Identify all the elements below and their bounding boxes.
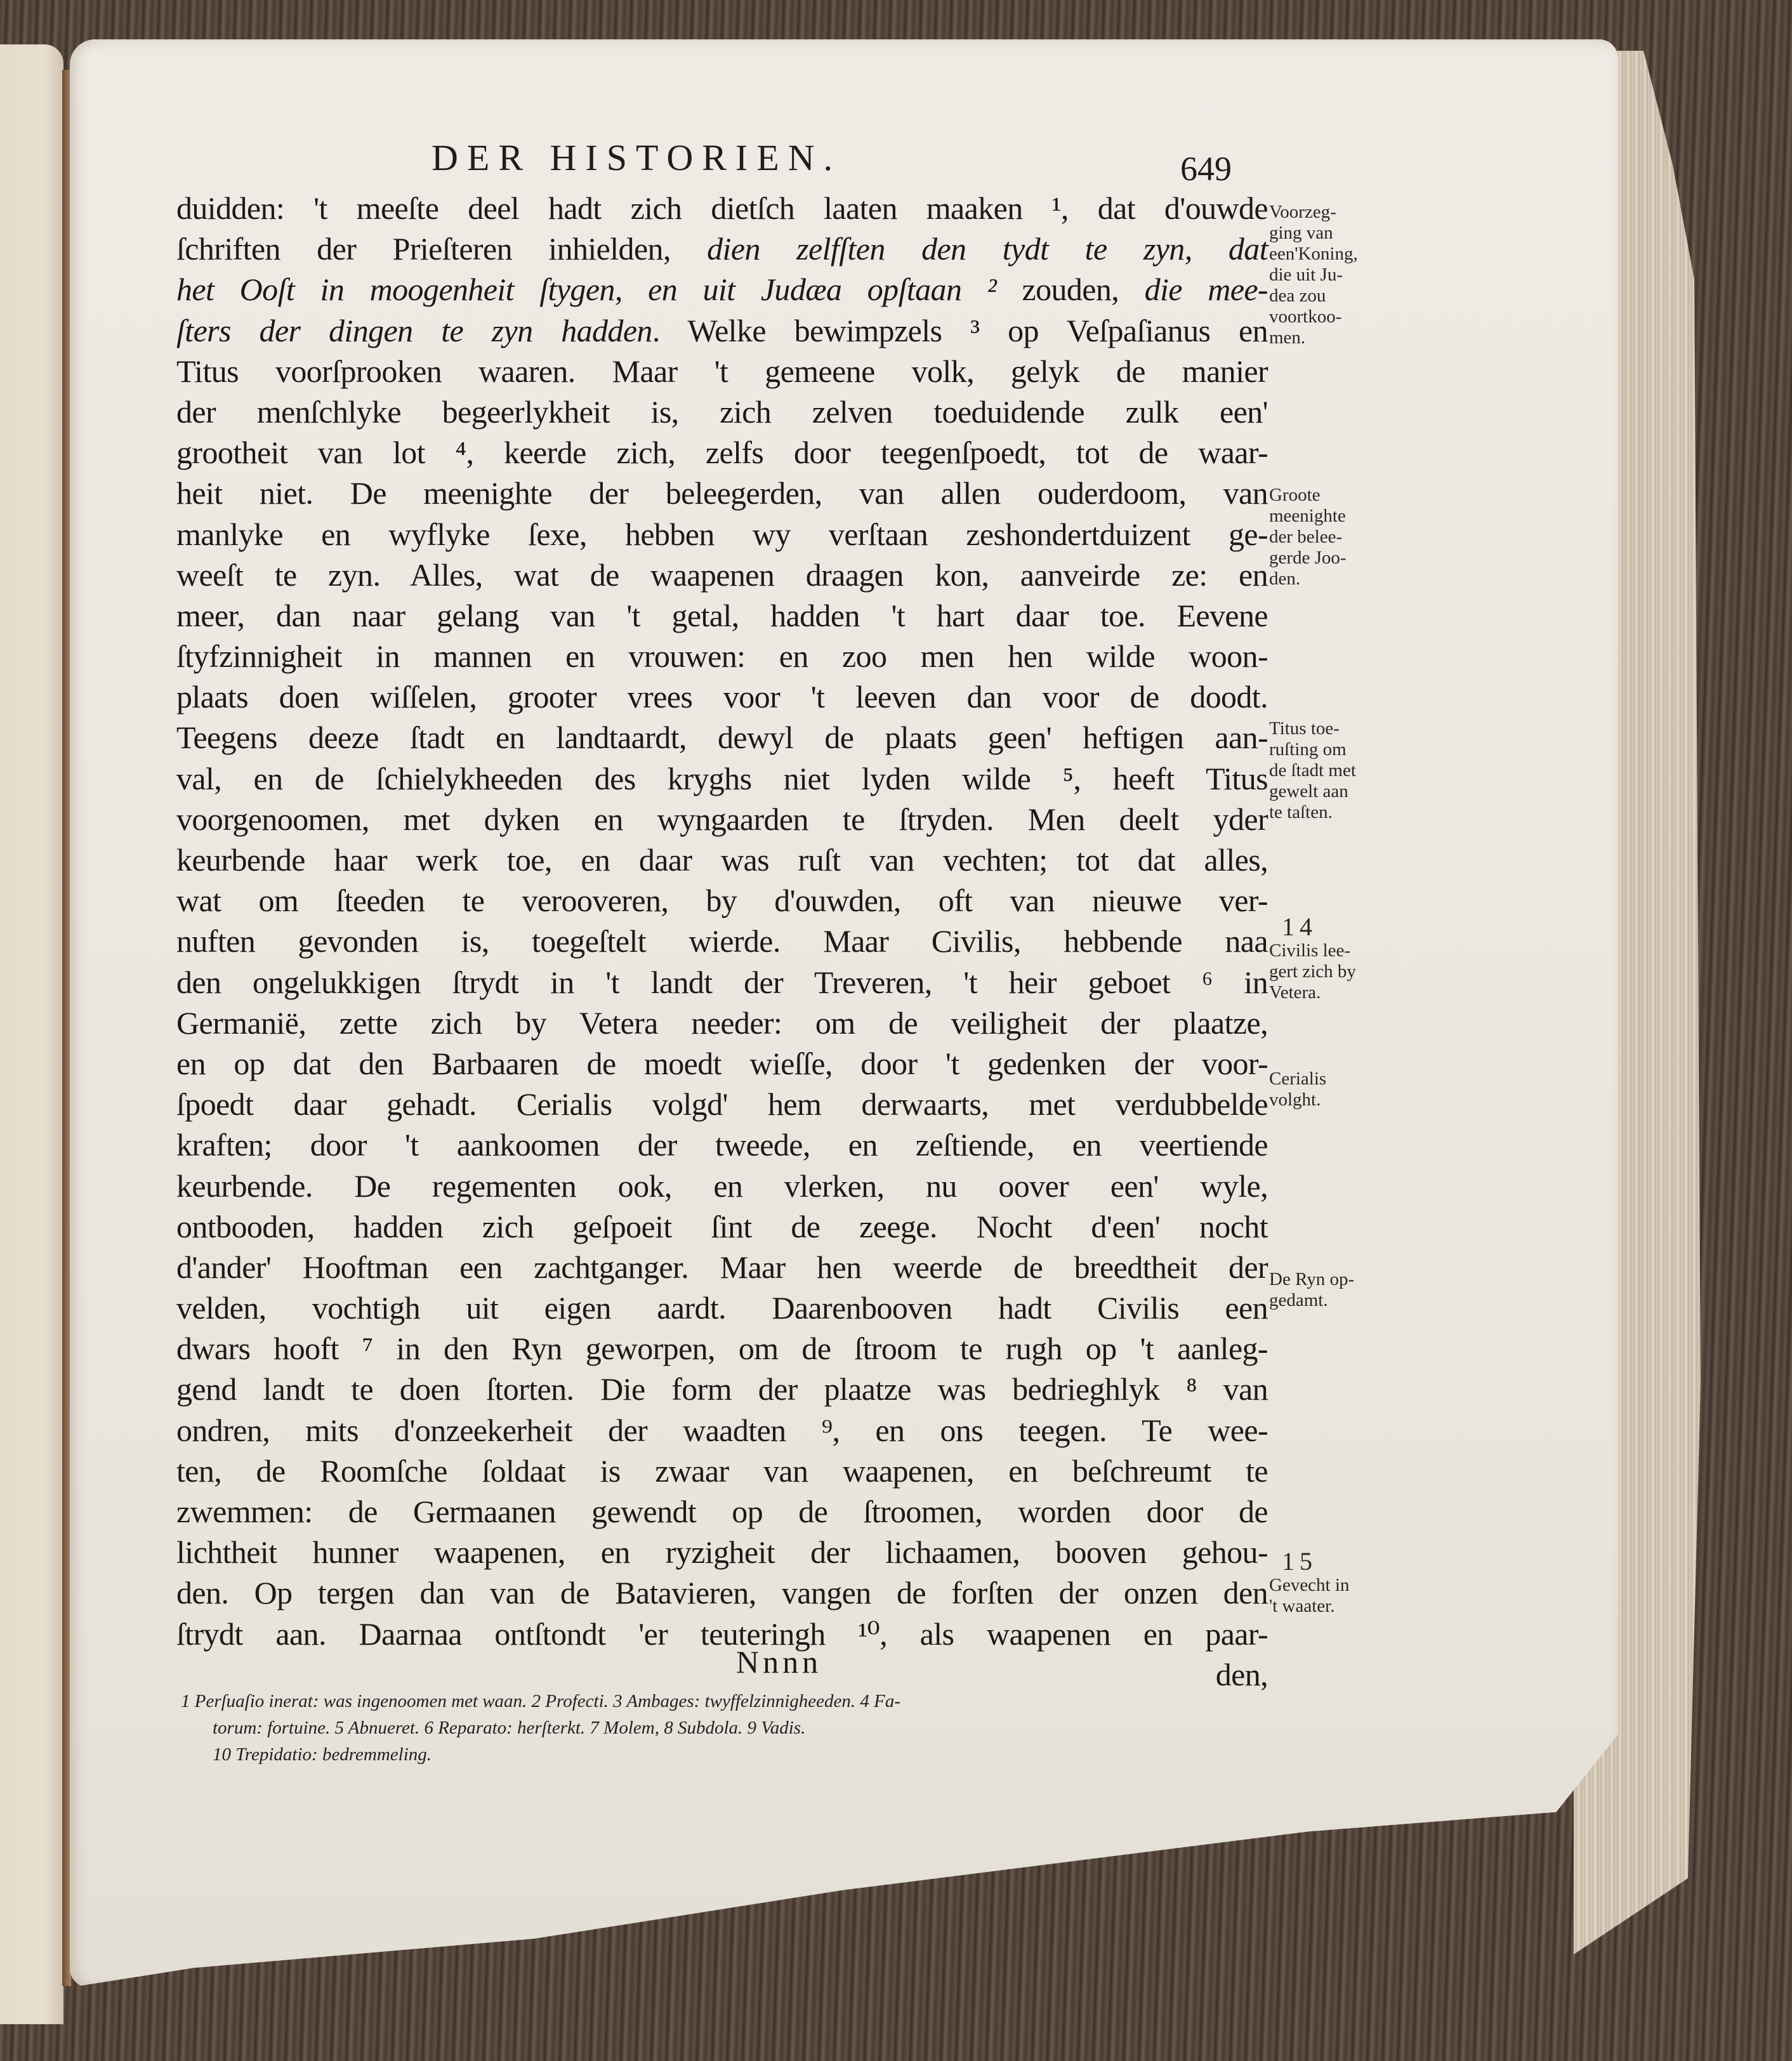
text-line: ontbooden, hadden zich geſpoeit ſint de zeege. Nocht d'een' nocht bbox=[176, 1208, 1268, 1244]
text-line: wat om ſteeden te verooveren, by d'ouwden, oft van nieuwe ver- bbox=[176, 883, 1268, 919]
text-line: ſtrydt aan. Daarnaa ontſtondt 'er teuteringh ¹⁰, als waapenen en paar- bbox=[176, 1616, 1268, 1652]
footnote-line: 10 Trepidatio: bedremmeling. bbox=[213, 1744, 432, 1765]
footnotes bbox=[181, 1688, 1272, 1768]
text-line: voorgenoomen, met dyken en wyngaarden te ſtryden. Men deelt yder bbox=[176, 801, 1268, 837]
facing-left-page-edge bbox=[0, 44, 63, 2024]
text-line: Titus voorſprooken waaren. Maar 't gemeene volk, gelyk de manier bbox=[176, 353, 1268, 389]
catchword: den, bbox=[1215, 1656, 1268, 1692]
text-line: plaats doen wiſſelen, grooter vrees voor 't leeven dan voor de doodt. bbox=[176, 679, 1268, 715]
margin-notes bbox=[1269, 0, 1402, 2061]
text-line: meer, dan naar gelang van 't getal, hadden 't hart daar toe. Eevene bbox=[176, 597, 1268, 633]
text-line: ſchriften der Prieſteren inhielden, dien zelfſten den tydt te zyn, dat bbox=[176, 231, 1268, 267]
section-number: 15 bbox=[1282, 1547, 1317, 1576]
text-line: den ongelukkigen ſtrydt in 't landt der Treveren, 't heir geboet ⁶ in bbox=[176, 964, 1268, 1000]
text-line: ſters der dingen te zyn hadden. Welke bewimpzels ³ op Veſpaſianus en bbox=[176, 312, 1268, 348]
text-line: gend landt te doen ſtorten. Die form der plaatze was bedrieghlyk ⁸ van bbox=[176, 1371, 1268, 1407]
signature-mark: Nnnn bbox=[736, 1644, 822, 1680]
text-line: ondren, mits d'onzeekerheit der waadten ⁹, en ons teegen. Te wee- bbox=[176, 1412, 1268, 1448]
page-header bbox=[362, 130, 1345, 187]
text-line: ten, de Roomſche ſoldaat is zwaar van waapenen, en beſchreumt te bbox=[176, 1452, 1268, 1489]
text-line: Teegens deeze ſtadt en landtaardt, dewyl de plaats geen' heftigen aan- bbox=[176, 720, 1268, 756]
text-line: den. Op tergen dan van de Batavieren, vangen de forſten der onzen den bbox=[176, 1575, 1268, 1611]
text-line: der menſchlyke begeerlykheit is, zich zelven toeduidende zulk een' bbox=[176, 393, 1268, 430]
text-line: Germanië, zette zich by Vetera needer: om de veiligheit der plaatze, bbox=[176, 1004, 1268, 1041]
text-line: heit niet. De meenighte der beleegerden, van allen ouderdoom, van bbox=[176, 475, 1268, 511]
margin-note: Voorzeg- ging van een'Koning, die uit Ju- dea zou voortkoo- men. bbox=[1269, 202, 1358, 348]
text-line: keurbende. De regementen ook, en vlerken, nu oover een' wyle, bbox=[176, 1168, 1268, 1204]
footnote-line: torum: fortuine. 5 Abnueret. 6 Reparato: herſterkt. 7 Molem, 8 Subdola. 9 Vadis. bbox=[213, 1718, 806, 1738]
text-line: zwemmen: de Germaanen gewendt op de ſtroomen, worden door de bbox=[176, 1494, 1268, 1529]
text-line: ſpoedt daar gehadt. Cerialis volgd' hem derwaarts, met verdubbelde bbox=[176, 1086, 1268, 1123]
page-number: 649 bbox=[1180, 150, 1232, 188]
main-text-block bbox=[176, 188, 1268, 1695]
text-line: duidden: 't meeſte deel hadt zich dietſch laaten maaken ¹, dat d'ouwde bbox=[176, 190, 1268, 226]
text-line: dwars hooft ⁷ in den Ryn geworpen, om de ſtroom te rugh op 't aanleg- bbox=[176, 1331, 1268, 1367]
text-line: grootheit van lot ⁴, keerde zich, zelfs door teegenſpoedt, tot de waar- bbox=[176, 435, 1268, 471]
margin-note: Cerialis volght. bbox=[1269, 1069, 1327, 1110]
text-line: het Ooſt in moogenheit ſtygen, en uit Judæa opſtaan ² zouden, die mee- bbox=[176, 272, 1268, 308]
margin-note: 15 Gevecht in 't waater. bbox=[1269, 1548, 1402, 1617]
text-line: velden, vochtigh uit eigen aardt. Daarenbooven hadt Civilis een bbox=[176, 1290, 1268, 1326]
text-line: en op dat den Barbaaren de moedt wieſſe, door 't gedenken der voor- bbox=[176, 1045, 1268, 1081]
margin-note: Groote meenighte der belee- gerde Joo- den. bbox=[1269, 485, 1347, 589]
margin-note: De Ryn op- gedamt. bbox=[1269, 1269, 1355, 1310]
running-head: DER HISTORIEN. bbox=[432, 137, 842, 178]
text-line: d'ander' Hooftman een zachtganger. Maar hen weerde de breedtheit der bbox=[176, 1249, 1268, 1285]
text-line: ſtyfzinnigheit in mannen en vrouwen: en zoo men hen wilde woon- bbox=[176, 638, 1268, 675]
text-line: manlyke en wyflyke ſexe, hebben wy verſtaan zeshondertduizent ge- bbox=[176, 516, 1268, 552]
section-number: 14 bbox=[1282, 912, 1317, 941]
text-line: kraften; door 't aankoomen der tweede, en zeſtiende, en veertiende bbox=[176, 1127, 1268, 1163]
margin-note: Titus toe- ruſting om de ſtadt met gewelt aan te taſten. bbox=[1269, 718, 1356, 822]
text-line: keurbende haar werk toe, en daar was ruſt van vechten; tot dat alles, bbox=[176, 842, 1268, 878]
margin-note: 14 Civilis lee- gert zich by Vetera. bbox=[1269, 914, 1402, 1003]
book-gutter bbox=[62, 70, 71, 1986]
footnote-line: 1 Perſuaſio inerat: was ingenoomen met waan. 2 Profecti. 3 Ambages: twyffelzinnigheeden. 4 Fa- bbox=[181, 1691, 901, 1711]
text-line: val, en de ſchielykheeden des kryghs niet lyden wilde ⁵, heeft Titus bbox=[176, 760, 1268, 796]
text-line: weeſt te zyn. Alles, wat de waapenen draagen kon, aanveirde ze: en bbox=[176, 556, 1268, 593]
text-line: nuften gevonden is, toegeſtelt wierde. Maar Civilis, hebbende naa bbox=[176, 923, 1268, 959]
text-line: lichtheit hunner waapenen, en ryzigheit der lichaamen, booven gehou- bbox=[176, 1534, 1268, 1570]
